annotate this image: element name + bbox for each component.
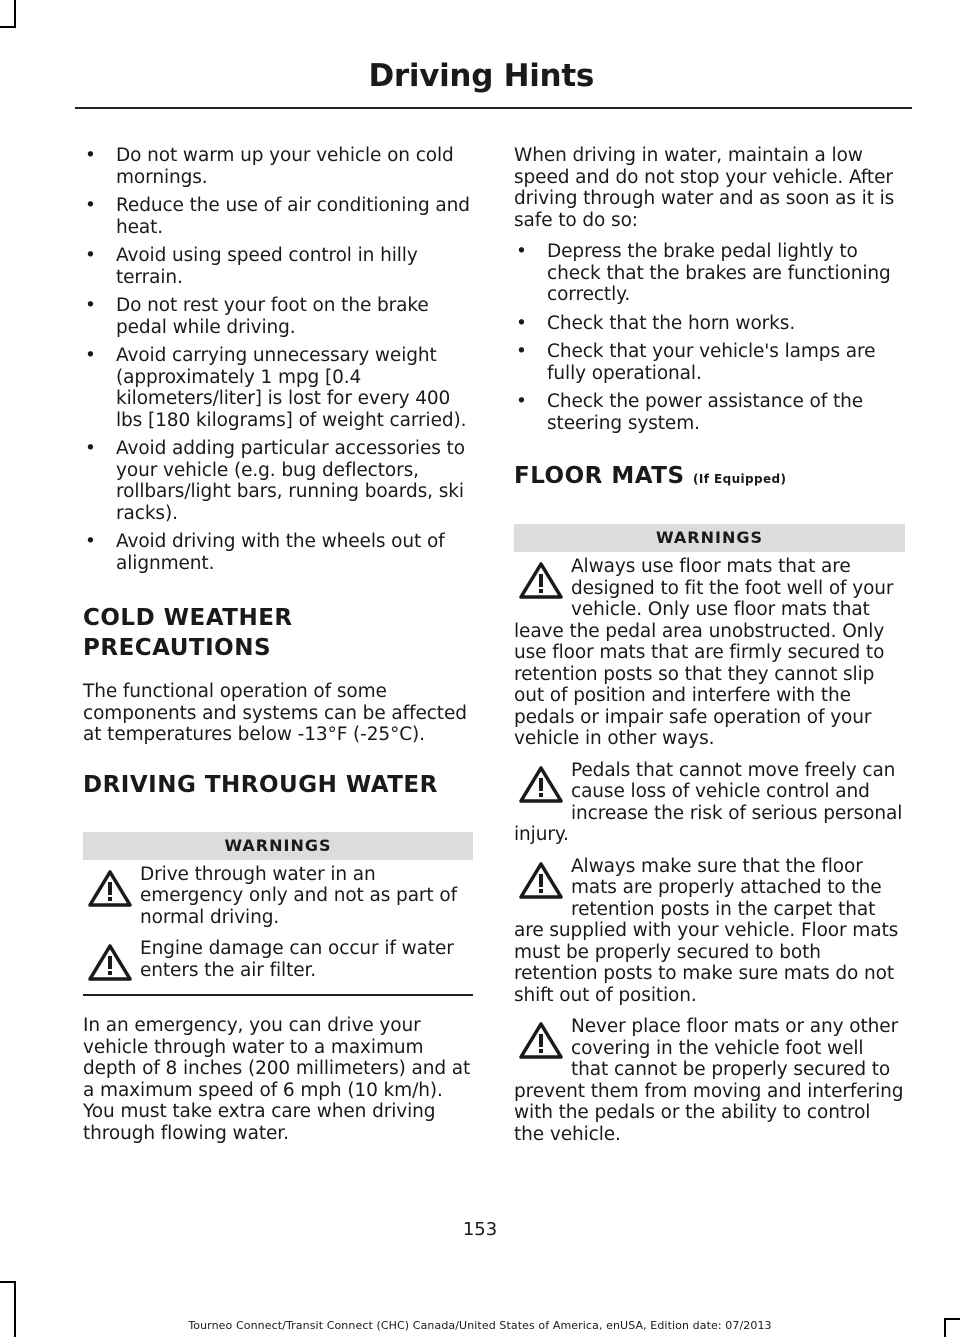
warning-item (514, 1016, 905, 1145)
header-divider (75, 107, 912, 109)
list-item: • Check that the horn works. (514, 313, 905, 335)
warning-text: Pedals that cannot move freely can cause loss of vehicle control and increase the risk of serious personal injury. (514, 759, 903, 845)
warning-triangle-icon (87, 868, 133, 908)
list-item: • Do not rest your foot on the brake pedal while driving. (83, 295, 473, 338)
list-item: • Check that your vehicle's lamps are fully operational. (514, 341, 905, 384)
warning-text: Drive through water in an emergency only and not as part of normal driving. (140, 863, 457, 928)
warning-text: Always make sure that the floor mats are properly attached to the retention posts in the carpet that are supplied with your vehicle. Floor mats must be properly secured to both retention posts to make sure mats do not shift out of position. (514, 855, 899, 1006)
warning-triangle-icon (87, 942, 133, 982)
warning-item (83, 938, 473, 986)
warning-item (514, 760, 905, 846)
list-item: • Avoid driving with the wheels out of alignment. (83, 531, 473, 574)
crop-mark (0, 1281, 16, 1283)
warnings-header: WARNINGS (514, 524, 905, 552)
footer-edition-info: Tourneo Connect/Transit Connect (CHC) Canada/United States of America, enUSA, Edition date: 07/2013 (188, 1319, 772, 1332)
warning-text: Never place floor mats or any other covering in the vehicle foot well that cannot be properly secured to prevent them from moving and interfering with the pedals or the ability to control the vehicle. (514, 1016, 904, 1145)
page-title: Driving Hints (368, 58, 594, 94)
section-heading-cold-weather (83, 603, 473, 663)
list-item: • Check the power assistance of the steering system. (514, 391, 905, 434)
water-intro-text: When driving in water, maintain a low speed and do not stop your vehicle. After driving through water and as soon as it is safe to do so: (514, 145, 895, 231)
section-heading-driving-water: DRIVING THROUGH WATER (83, 771, 438, 798)
crop-mark (14, 0, 16, 28)
warning-text: Always use floor mats that are designed to fit the foot well of your vehicle. Only use floor mats that leave the pedal area unobstructed. Only use floor mats that are firmly secured to retention posts so that they cannot slip out of position and interfere with the pedals or impair safe operation of your vehicle in other ways. (514, 556, 894, 749)
warning-item (514, 556, 905, 750)
left-column (83, 145, 473, 1144)
cold-weather-text: The functional operation of some components and systems can be affected at temperatures below -13°F (-25°C). (83, 681, 467, 745)
warning-triangle-icon (518, 764, 564, 804)
warning-triangle-icon (518, 1020, 564, 1060)
water-checks-list (514, 241, 905, 434)
heading-line: COLD WEATHER (83, 605, 293, 631)
heading-text: FLOOR MATS (514, 463, 685, 489)
section-heading-floor-mats (514, 461, 905, 494)
driving-water-text: In an emergency, you can drive your vehicle through water to a maximum depth of 8 inches (200 millimeters) and at a maximum speed of 6 mph (10 km/h). You must take extra care when driving through flowing water. (83, 1015, 471, 1144)
warning-text: Engine damage can occur if water enters the air filter. (140, 938, 454, 981)
list-item: • Avoid adding particular accessories to your vehicle (e.g. bug deflectors, rollbars/light bars, running boards, ski racks). (83, 438, 473, 524)
warning-triangle-icon (518, 560, 564, 600)
list-item: • Avoid using speed control in hilly terrain. (83, 245, 473, 288)
warning-item (83, 864, 473, 929)
list-item: • Depress the brake pedal lightly to check that the brakes are functioning correctly. (514, 241, 905, 306)
warning-item (514, 856, 905, 1007)
list-item: • Avoid carrying unnecessary weight (approximately 1 mpg [0.4 kilometers/liter] is lost for every 400 lbs [180 kilograms] of weight carried). (83, 345, 473, 431)
page-number: 153 (462, 1219, 498, 1240)
right-column (514, 145, 905, 1145)
list-item: • Reduce the use of air conditioning and heat. (83, 195, 473, 238)
tips-list (83, 145, 473, 574)
list-item: • Do not warm up your vehicle on cold mornings. (83, 145, 473, 188)
heading-line: PRECAUTIONS (83, 635, 272, 661)
heading-suffix: (If Equipped) (693, 472, 787, 486)
warnings-header: WARNINGS (83, 832, 473, 860)
crop-mark (0, 26, 16, 28)
warning-triangle-icon (518, 860, 564, 900)
